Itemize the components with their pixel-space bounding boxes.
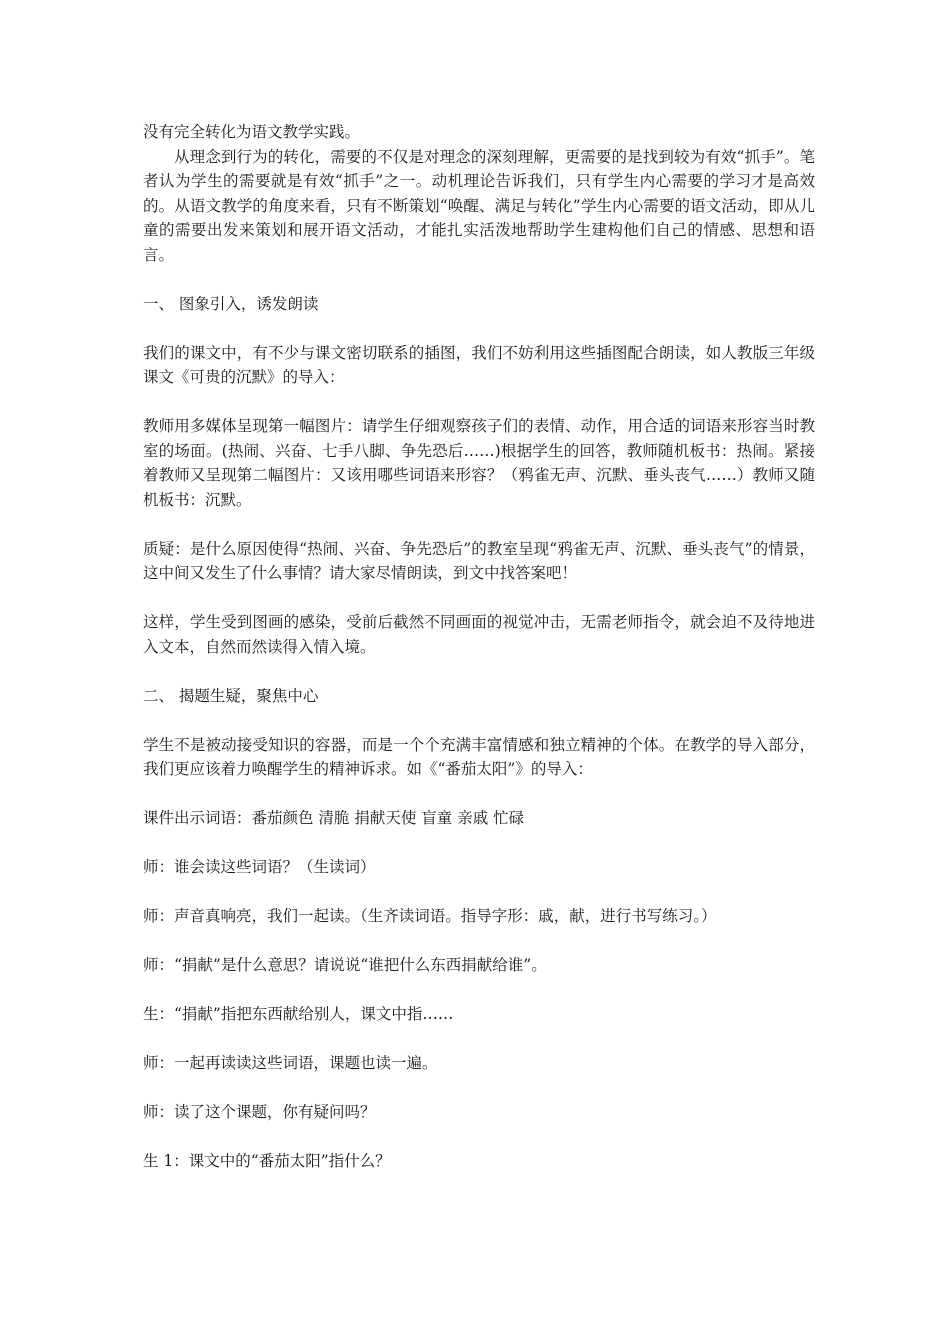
spacer bbox=[143, 708, 815, 733]
spacer bbox=[143, 1125, 815, 1150]
spacer bbox=[143, 782, 815, 807]
spacer bbox=[143, 316, 815, 341]
spacer bbox=[143, 978, 815, 1003]
spacer bbox=[143, 512, 815, 537]
dialogue-line: 生 1：课文中的“番茄太阳”指什么？ bbox=[143, 1152, 391, 1170]
spacer bbox=[143, 390, 815, 415]
spacer bbox=[143, 1027, 815, 1052]
paragraph-intro: 从理念到行为的转化，需要的不仅是对理念的深刻理解，更需要的是找到较为有效“抓手”。笔者认为学生的需要就是有效“抓手”之一。动机理论告诉我们，只有学生内心需要的学习才是高效的。从语文教学的角度来看，只有不断策划“唤醒、满足与转化”学生内心需要的语文活动，即从儿童的需要出发来策划和展开语文活动，才能扎实活泼地帮助学生建构他们自己的情感、思想和语言。 bbox=[143, 147, 815, 264]
paragraph-continuation: 没有完全转化为语文教学实践。 bbox=[143, 123, 361, 141]
paragraph: 教师用多媒体呈现第一幅图片：请学生仔细观察孩子们的表情、动作，用合适的词语来形容当时教室的场面。(热闹、兴奋、七手八脚、争先恐后……)根据学生的回答，教师随机板书：热闹。紧接着教师又呈现第二幅图片：又该用哪些词语来形容？（鸦雀无声、沉默、垂头丧气……）教师又随机板书：沉默。 bbox=[143, 417, 815, 509]
section-heading-2: 二、 揭题生疑，聚焦中心 bbox=[143, 686, 319, 705]
spacer bbox=[143, 880, 815, 905]
spacer bbox=[143, 267, 815, 292]
paragraph: 这样，学生受到图画的感染，受前后截然不同画面的视觉冲击，无需老师指令，就会迫不及待地进入文本，自然而然读得入情入境。 bbox=[143, 613, 815, 656]
section-heading-1: 一、 图象引入，诱发朗读 bbox=[143, 294, 319, 313]
dialogue-line: 师：“捐献”是什么意思？请说说“谁把什么东西捐献给谁”。 bbox=[143, 956, 547, 974]
spacer bbox=[143, 1076, 815, 1101]
dialogue-line: 师：读了这个课题，你有疑问吗？ bbox=[143, 1103, 376, 1121]
document-body bbox=[143, 120, 815, 1174]
dialogue-line: 生：“捐献”指把东西献给别人，课文中指…… bbox=[143, 1005, 454, 1023]
paragraph: 我们的课文中，有不少与课文密切联系的插图，我们不妨利用这些插图配合朗读，如人教版三年级课文《可贵的沉默》的导入： bbox=[143, 343, 815, 386]
dialogue-line: 师：一起再读读这些词语，课题也读一遍。 bbox=[143, 1054, 438, 1072]
spacer bbox=[143, 929, 815, 954]
dialogue-line: 师：声音真响亮，我们一起读。（生齐读词语。指导字形：戚，献，进行书写练习。） bbox=[143, 907, 717, 925]
spacer bbox=[143, 586, 815, 611]
dialogue-line: 师：谁会读这些词语？（生读词） bbox=[143, 858, 376, 876]
spacer bbox=[143, 659, 815, 684]
paragraph: 学生不是被动接受知识的容器，而是一个个充满丰富情感和独立精神的个体。在教学的导入部分，我们更应该着力唤醒学生的精神诉求。如《“番茄太阳”》的导入： bbox=[143, 735, 815, 778]
spacer bbox=[143, 831, 815, 856]
paragraph: 质疑：是什么原因使得“热闹、兴奋、争先恐后”的教室呈现“鸦雀无声、沉默、垂头丧气”的情景，这中间又发生了什么事情？请大家尽情朗读，到文中找答案吧！ bbox=[143, 539, 815, 582]
dialogue-line: 课件出示词语：番茄颜色 清脆 捐献天使 盲童 亲戚 忙碌 bbox=[143, 809, 525, 827]
